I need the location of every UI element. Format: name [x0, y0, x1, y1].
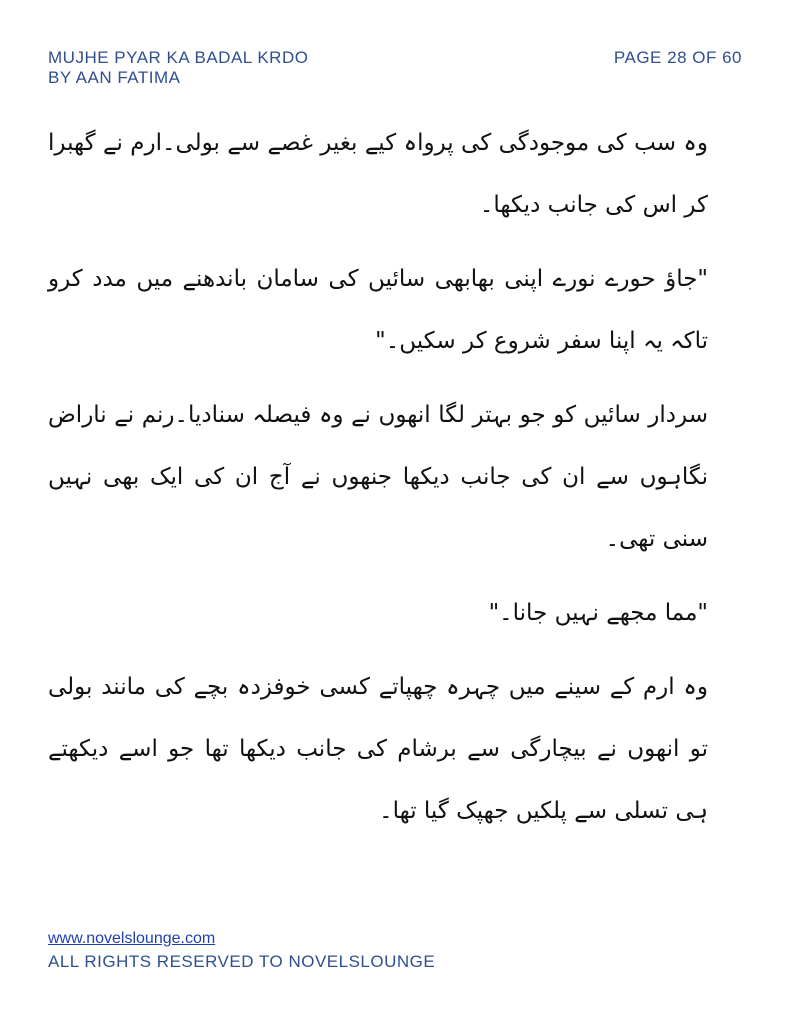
page-indicator: PAGE 28 OF 60 — [613, 48, 742, 67]
novel-title: MUJHE PYAR KA BADAL KRDO — [48, 48, 309, 67]
website-link[interactable]: www.novelslounge.com — [48, 930, 216, 947]
paragraph-2: "جاؤ حورے نورے اپنی بھابھی سائیں کی سامان باندھنے میں مدد کرو تاکہ یہ اپنا سفر شروع کر سکیں۔" — [48, 266, 708, 354]
paragraph-5: وہ ارم کے سینے میں چہرہ چھپاتے کسی خوفزدہ بچے کی مانند بولی تو انھوں نے بیچارگی سے برشام کی جانب دیکھا تھا جو اسے دیکھتے ہی تسلی سے پلکیں جھپک گیا تھا۔ — [48, 674, 708, 824]
paragraph-3: سردار سائیں کو جو بہتر لگا انھوں نے وہ فیصلہ سنادیا۔رنم نے ناراض نگاہوں سے ان کی جانب دیکھا جنھوں نے آج ان کی ایک بھی نہیں سنی تھی۔ — [48, 402, 708, 552]
paragraph-4: "مما مجھے نہیں جانا۔" — [488, 600, 708, 626]
author-name: BY AAN FATIMA — [48, 68, 181, 87]
paragraph-1: وہ سب کی موجودگی کی پرواہ کیے بغیر غصے سے بولی۔ارم نے گھبرا کر اس کی جانب دیکھا۔ — [48, 130, 708, 218]
page-body — [48, 112, 708, 854]
rights-notice: ALL RIGHTS RESERVED TO NOVELSLOUNGE — [48, 952, 436, 971]
